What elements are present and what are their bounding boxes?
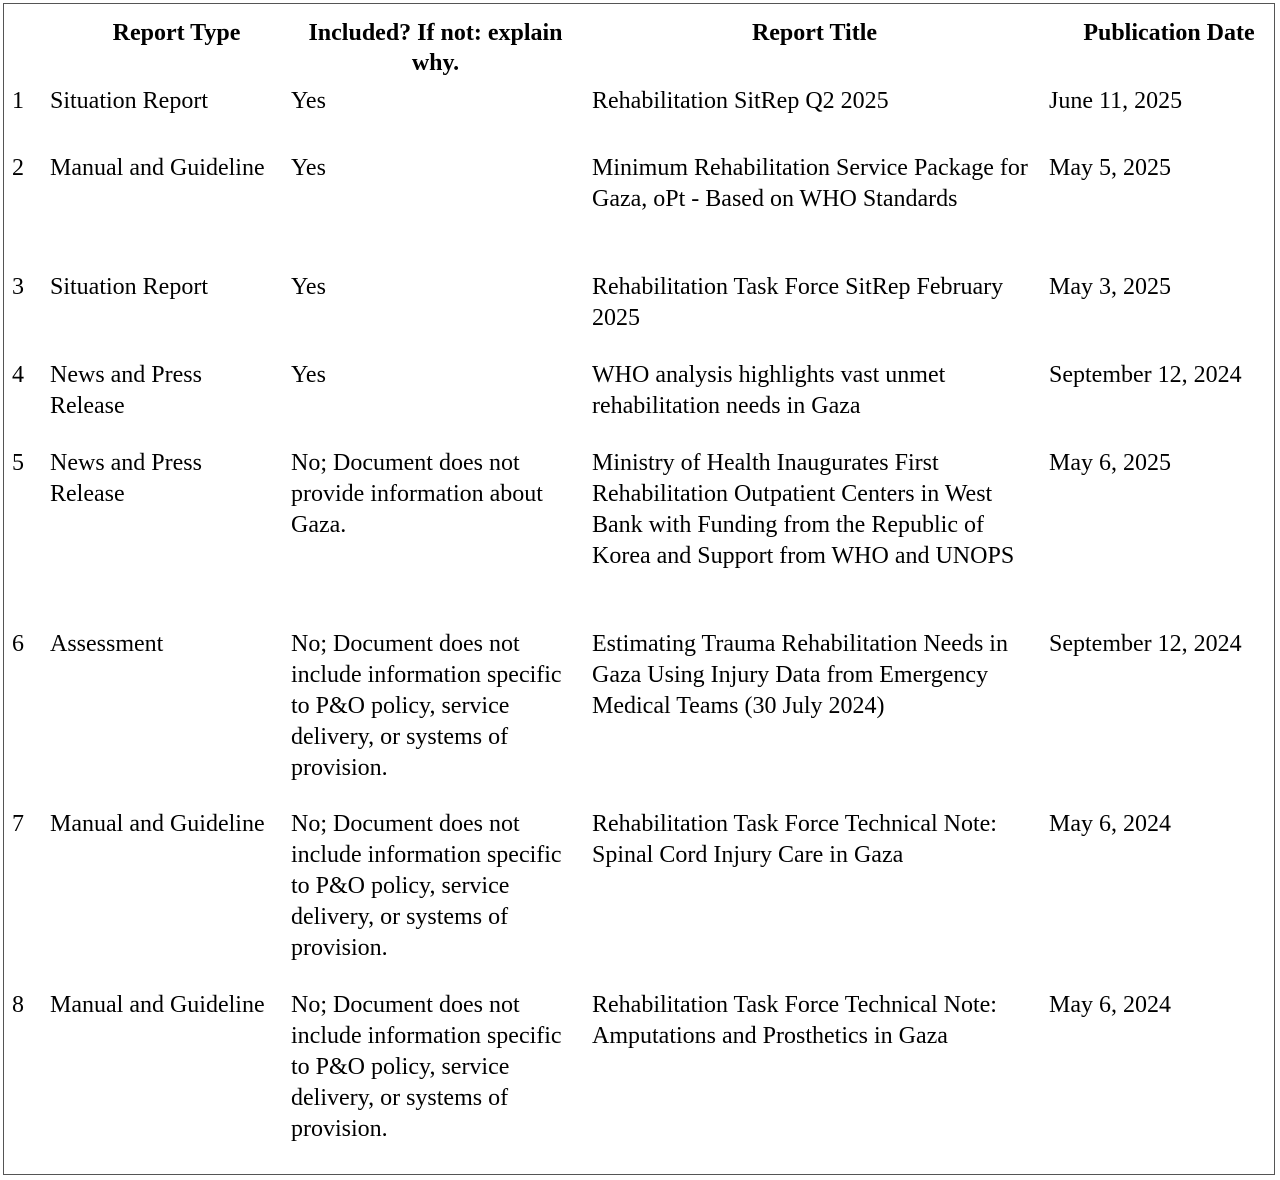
row-report-type: Manual and Guideline <box>50 992 265 1018</box>
row-publication-date: September 12, 2024 <box>1049 631 1242 657</box>
row-report-title: Rehabilitation Task Force Technical Note: Spinal Cord Injury Care in Gaza <box>592 811 997 868</box>
row-number: 6 <box>12 631 24 657</box>
row-included: No; Document does not provide information about Gaza. <box>291 450 543 538</box>
header-report-title: Report Title <box>751 20 878 46</box>
row-included: Yes <box>291 88 326 114</box>
table-row <box>3 360 1275 448</box>
table-row <box>3 448 1275 629</box>
row-included: Yes <box>291 274 326 300</box>
table-row <box>3 86 1275 153</box>
row-publication-date: May 5, 2025 <box>1049 155 1171 181</box>
row-report-type: Situation Report <box>50 274 208 300</box>
row-number: 8 <box>12 992 24 1018</box>
row-included: Yes <box>291 155 326 181</box>
row-included: No; Document does not include information specific to P&O policy, service delivery, or systems of provision. <box>291 631 562 781</box>
row-included: Yes <box>291 362 326 388</box>
table-header-row <box>3 3 1275 86</box>
row-report-title: WHO analysis highlights vast unmet rehabilitation needs in Gaza <box>592 362 946 419</box>
reports-table <box>3 3 1275 1150</box>
row-publication-date: May 6, 2025 <box>1049 450 1171 476</box>
row-publication-date: June 11, 2025 <box>1049 88 1183 114</box>
row-report-type: News and Press Release <box>50 450 202 507</box>
row-number: 7 <box>12 811 24 837</box>
row-publication-date: May 6, 2024 <box>1049 992 1171 1018</box>
row-included: No; Document does not include information specific to P&O policy, service delivery, or systems of provision. <box>291 992 562 1142</box>
row-number: 3 <box>12 274 24 300</box>
row-report-type: News and Press Release <box>50 362 202 419</box>
table-row <box>3 629 1275 809</box>
table-row <box>3 153 1275 272</box>
row-publication-date: September 12, 2024 <box>1049 362 1242 388</box>
row-report-type: Manual and Guideline <box>50 811 265 837</box>
row-report-title: Rehabilitation SitRep Q2 2025 <box>592 88 889 114</box>
table-row <box>3 809 1275 990</box>
header-included: Included? If not: explain why. <box>308 20 563 76</box>
row-number: 1 <box>12 88 24 114</box>
row-publication-date: May 6, 2024 <box>1049 811 1171 837</box>
header-publication-date: Publication Date <box>1083 20 1255 46</box>
header-number <box>3 3 44 86</box>
row-report-title: Estimating Trauma Rehabilitation Needs in Gaza Using Injury Data from Emergency Medical Teams (30 July 2024) <box>592 631 1008 719</box>
row-report-title: Rehabilitation Task Force Technical Note: Amputations and Prosthetics in Gaza <box>592 992 997 1049</box>
row-included: No; Document does not include information specific to P&O policy, service delivery, or systems of provision. <box>291 811 562 961</box>
table-row <box>3 272 1275 360</box>
header-report-type: Report Type <box>112 20 241 46</box>
row-report-title: Ministry of Health Inaugurates First Rehabilitation Outpatient Centers in West Bank with Funding from the Republic of Korea and Support from WHO and UNOPS <box>592 450 1015 569</box>
row-report-title: Rehabilitation Task Force SitRep February 2025 <box>592 274 1004 331</box>
row-number: 2 <box>12 155 24 181</box>
row-number: 5 <box>12 450 24 476</box>
row-report-type: Assessment <box>50 631 164 657</box>
table-row <box>3 990 1275 1150</box>
row-publication-date: May 3, 2025 <box>1049 274 1171 300</box>
row-report-type: Manual and Guideline <box>50 155 265 181</box>
row-number: 4 <box>12 362 24 388</box>
row-report-type: Situation Report <box>50 88 208 114</box>
row-report-title: Minimum Rehabilitation Service Package for Gaza, oPt - Based on WHO Standards <box>592 155 1028 212</box>
